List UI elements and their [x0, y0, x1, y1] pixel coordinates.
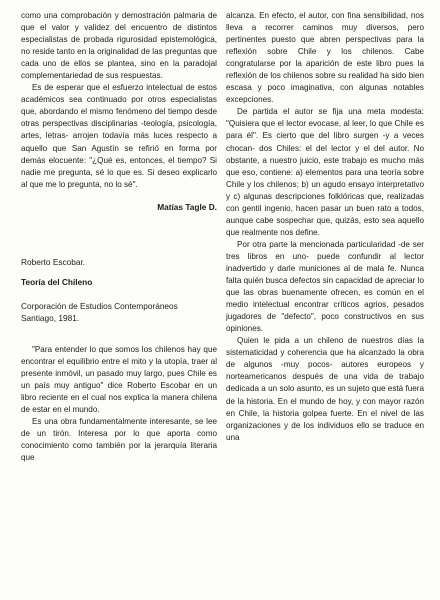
left-column	[21, 10, 217, 464]
book-author: Roberto Escobar.	[21, 256, 86, 267]
review1-paragraph-1: como una comprobación y demostración palmaria de que el valor y validez del encuentro de distintos especialistas de probada rigurosidad epistemológica, no reside tanto en la originalidad de las preguntas que cada uno de ellos se plantea, sino en la paradojal complementariedad de sus respuestas.	[21, 11, 217, 81]
book-title: Teoría del Chileno	[21, 276, 93, 287]
section-gap	[21, 213, 217, 256]
section-gap	[21, 325, 217, 344]
book-publisher: Corporación de Estudios Contemporáneos	[21, 301, 178, 312]
review2-paragraph-2: Es una obra fundamentalmente interesante, se lee de un tirón. Interesa por lo que aporta como conocimiento como también por la jerarquía literaria que	[21, 416, 217, 462]
review2-paragraph-5: Por otra parte la mencionada particularidad -de ser tres libros en uno- puede confundir al lector inadvertido y darle municiones al de mala fe. Nunca falta quién busca defectos sin capacidad de apreciar lo que las obras buenamente ofrecen, es común en el medio intelectual encontrar críticos agrios, pesados jugadores de "defecto", poco constructivos en sus opiniones.	[226, 239, 424, 334]
right-column	[226, 10, 424, 444]
review2-paragraph-3: alcanza. En efecto, el autor, con fina sensibilidad, nos lleva a recorrer caminos muy diversos, pero pertinentes puesto que abren perspectivas para la reflexión sobre Chile y los chilenos. Cabe congratularse por la aparición de este libro pues la reflexión de los chilenos sobre su realidad ha sido bien escasa y poco imaginativa, con algunas notables excepciones.	[226, 11, 424, 105]
review2-paragraph-4: De partida el autor se fija una meta modesta: "Quisiera que el lector evocase, al leer, lo que Chile es para él". Es cierto que del libro surgen -y a veces chocan- dos Chiles: el del lector y el del autor. No obstante, a nuestro juicio, este trabajo es mucho más que eso, contiene: a) elementos para una teoría sobre Chile y los chilenos; b) un agudo ensayo interpretativo y c) algunas descripciones folklóricas que, realizadas con gentil ingenio, hacen pasar un buen rato a todos, aunque cabe sospechar que, quizás, esto sea aquello que realmente nos define.	[226, 107, 424, 237]
review1-signature: Matías Tagle D.	[157, 201, 217, 212]
review1-paragraph-2: Es de esperar que el esfuerzo intelectual de estos académicos sea continuado por otros especialistas que, abordando el mismo fenómeno del tiempo desde otras perspectivas disciplinarias -teología, psicología, artes, letras- arrojen todavía más luces respecto a aquello que San Agustín se refirió en forma por demás elocuente: "¿Qué es, entonces, el tiempo? Si nadie me pregunta, sé lo que es. Si deseo explicarlo al que me lo pregunta, no lo sé".	[21, 83, 217, 189]
review2-paragraph-6: Quien le pida a un chileno de nuestros días la sistematicidad y coherencia que ha alcanzado la obra de algunos -muy pocos- autores europeos y norteamericanos después de una vida de trabajo dedicada a un solo asunto, es un sujeto que está fuera de la historia. En el mundo de hoy, y con mayor razón en Chile, la historia golpea fuerte. En el nivel de las organizaciones y de los individuos ello se traduce en una	[226, 336, 424, 442]
review2-paragraph-1: "Para entender lo que somos los chilenos hay que encontrar el equilibrio entre el mito y la utopía, traer al presente inmóvil, un pasado muy largo, pues Chile es un país muy antiguo" dice Roberto Escobar en un libro reciente en el cual nos explica la manera chilena de estar en el mundo.	[21, 344, 217, 414]
book-place-year: Santiago, 1981.	[21, 313, 80, 324]
